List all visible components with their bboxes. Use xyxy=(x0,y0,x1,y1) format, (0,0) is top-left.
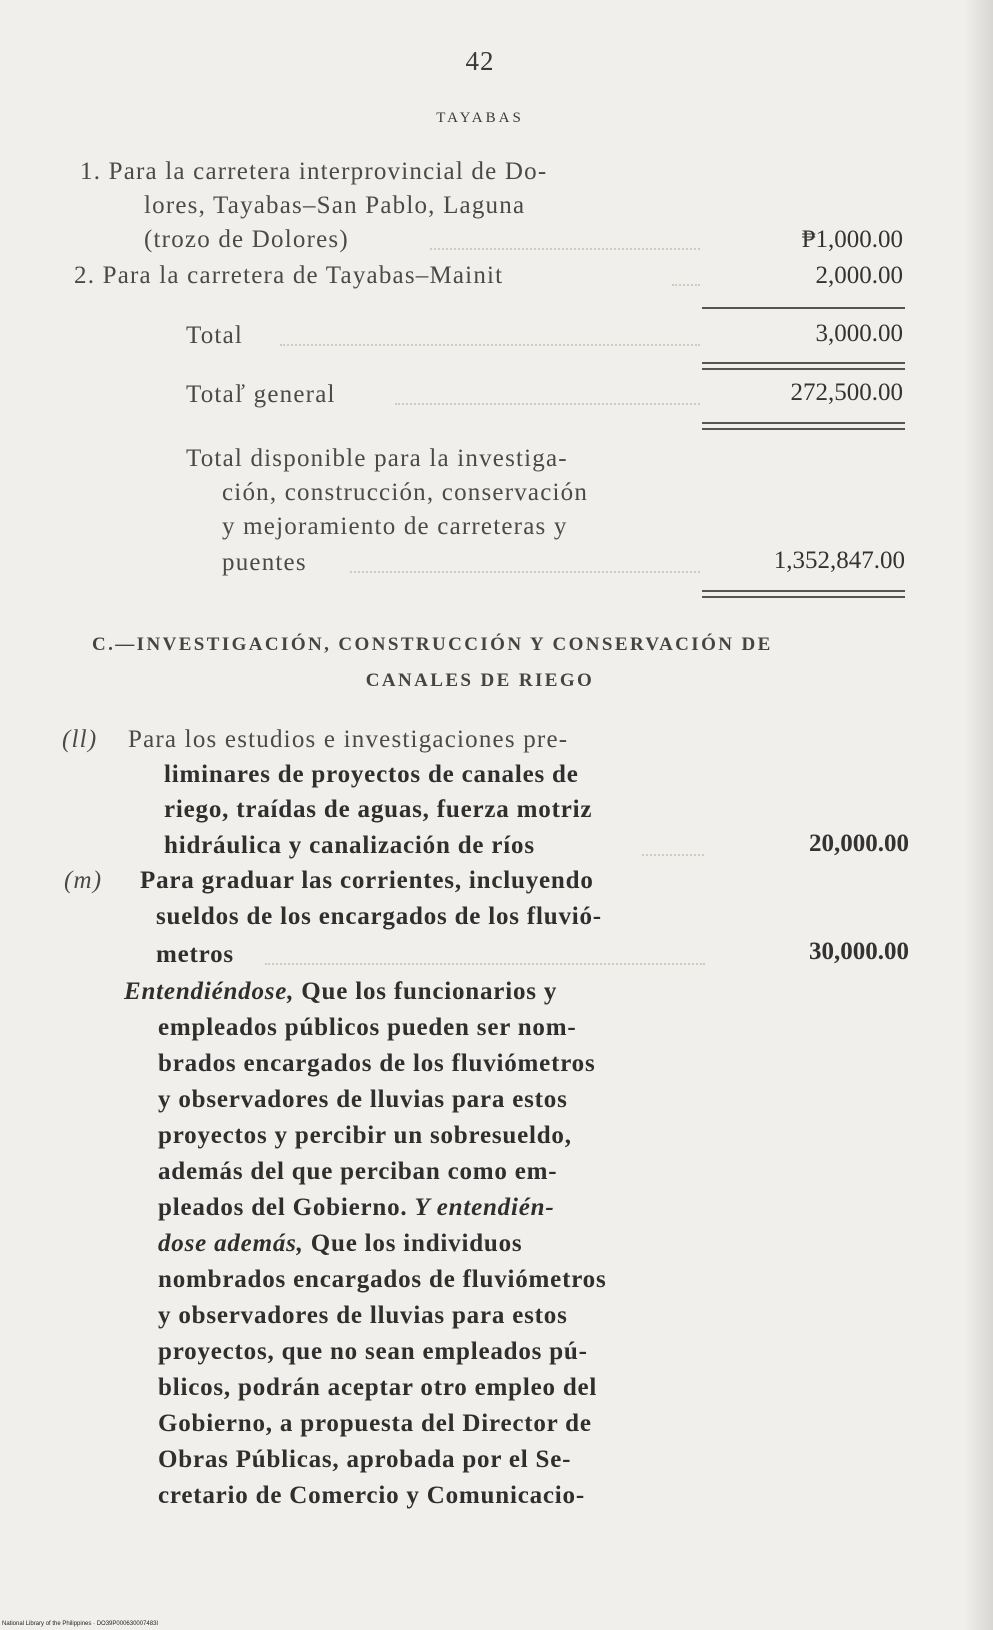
leader-dots xyxy=(280,344,700,346)
proviso-line-8 xyxy=(158,1230,522,1258)
proviso-line-9: nombrados encargados de fluviómetros xyxy=(158,1266,607,1293)
proviso-line-2: empleados públicos pueden ser nom- xyxy=(158,1014,577,1041)
sum-rule xyxy=(702,307,905,309)
page-number: 42 xyxy=(465,46,495,76)
proviso-line-6: además del que perciban como em- xyxy=(158,1158,558,1185)
total-disponible-line-1: Total disponible para la investiga- xyxy=(186,445,568,472)
total-disponible-line-2: ción, construcción, conservación xyxy=(222,479,589,506)
item-1-line-3: (trozo de Dolores) xyxy=(144,226,349,253)
double-rule xyxy=(702,362,905,370)
section-c-heading-line-1: C.—INVESTIGACIÓN, CONSTRUCCIÓN Y CONSERVACIÓN DE xyxy=(92,634,773,655)
leader-dots xyxy=(430,248,700,250)
item-ll-amount: 20,000.00 xyxy=(809,830,909,857)
total-disponible-amount: 1,352,847.00 xyxy=(773,547,905,574)
proviso-line-10: y observadores de lluvias para estos xyxy=(158,1302,568,1329)
item-1-line-1: 1. Para la carretera interprovincial de Do- xyxy=(80,158,548,185)
leader-dots xyxy=(395,403,700,405)
total-disponible-line-4: puentes xyxy=(222,549,307,576)
leader-dots xyxy=(672,284,700,286)
total-general-label: Totaľ general xyxy=(186,381,336,408)
item-2-line-1: 2. Para la carretera de Tayabas–Mainit xyxy=(74,262,504,289)
proviso-line-12: blicos, podrán aceptar otro empleo del xyxy=(158,1374,598,1401)
item-m-amount: 30,000.00 xyxy=(809,938,909,965)
proviso-line-1-rest: Que los funcionarios y xyxy=(294,978,558,1005)
proviso-line-7 xyxy=(158,1194,554,1222)
section-title: TAYABAS xyxy=(436,110,524,126)
leader-dots xyxy=(265,963,705,965)
proviso-line-15: cretario de Comercio y Comunicacio- xyxy=(158,1482,585,1509)
proviso-line-5: proyectos y percibir un sobresueldo, xyxy=(158,1122,572,1149)
proviso-italic-entendiendose: Entendiéndose, xyxy=(124,978,295,1005)
double-rule xyxy=(702,590,905,598)
item-ll-line-4: hidráulica y canalización de ríos xyxy=(164,832,535,859)
proviso-line-7a: pleados del Gobierno. xyxy=(158,1194,415,1221)
double-rule xyxy=(702,422,905,430)
item-ll-line-2: liminares de proyectos de canales de xyxy=(164,761,579,788)
total-disponible-line-3: y mejoramiento de carreteras y xyxy=(222,513,568,540)
proviso-line-4: y observadores de lluvias para estos xyxy=(158,1086,568,1113)
item-1-amount: ₱1,000.00 xyxy=(801,226,903,253)
page-edge-shadow xyxy=(963,0,993,1630)
leader-dots xyxy=(350,571,700,573)
total-label: Total xyxy=(186,322,244,349)
proviso-italic-y-entendien: Y entendién- xyxy=(414,1194,555,1221)
item-m-line-3: metros xyxy=(156,941,234,968)
section-c-heading-line-2: CANALES DE RIEGO xyxy=(365,670,595,691)
item-ll-line-3: riego, traídas de aguas, fuerza motriz xyxy=(164,796,593,823)
item-m-line-1: Para graduar las corrientes, incluyendo xyxy=(140,867,594,894)
leader-dots xyxy=(642,854,704,856)
item-2-amount: 2,000.00 xyxy=(815,262,903,289)
proviso-line-14: Obras Públicas, aprobada por el Se- xyxy=(158,1446,572,1473)
item-1-line-2: lores, Tayabas–San Pablo, Laguna xyxy=(144,192,526,219)
proviso-line-1 xyxy=(124,978,557,1006)
total-general-amount: 272,500.00 xyxy=(790,379,903,406)
proviso-line-11: proyectos, que no sean empleados pú- xyxy=(158,1338,588,1365)
item-ll-marker: (ll) xyxy=(62,726,98,753)
item-m-marker: (m) xyxy=(64,867,103,894)
proviso-italic-dose-ademas: dose además, xyxy=(158,1230,304,1257)
proviso-line-8-rest: Que los individuos xyxy=(303,1230,523,1257)
proviso-line-3: brados encargados de los fluviómetros xyxy=(158,1050,596,1077)
footer-credit: National Library of the Philippines · DO39P000630007483I xyxy=(2,1621,159,1627)
proviso-line-13: Gobierno, a propuesta del Director de xyxy=(158,1410,592,1437)
total-amount: 3,000.00 xyxy=(815,320,903,347)
item-m-line-2: sueldos de los encargados de los fluvió- xyxy=(156,903,602,930)
item-ll-line-1: Para los estudios e investigaciones pre- xyxy=(128,726,569,753)
